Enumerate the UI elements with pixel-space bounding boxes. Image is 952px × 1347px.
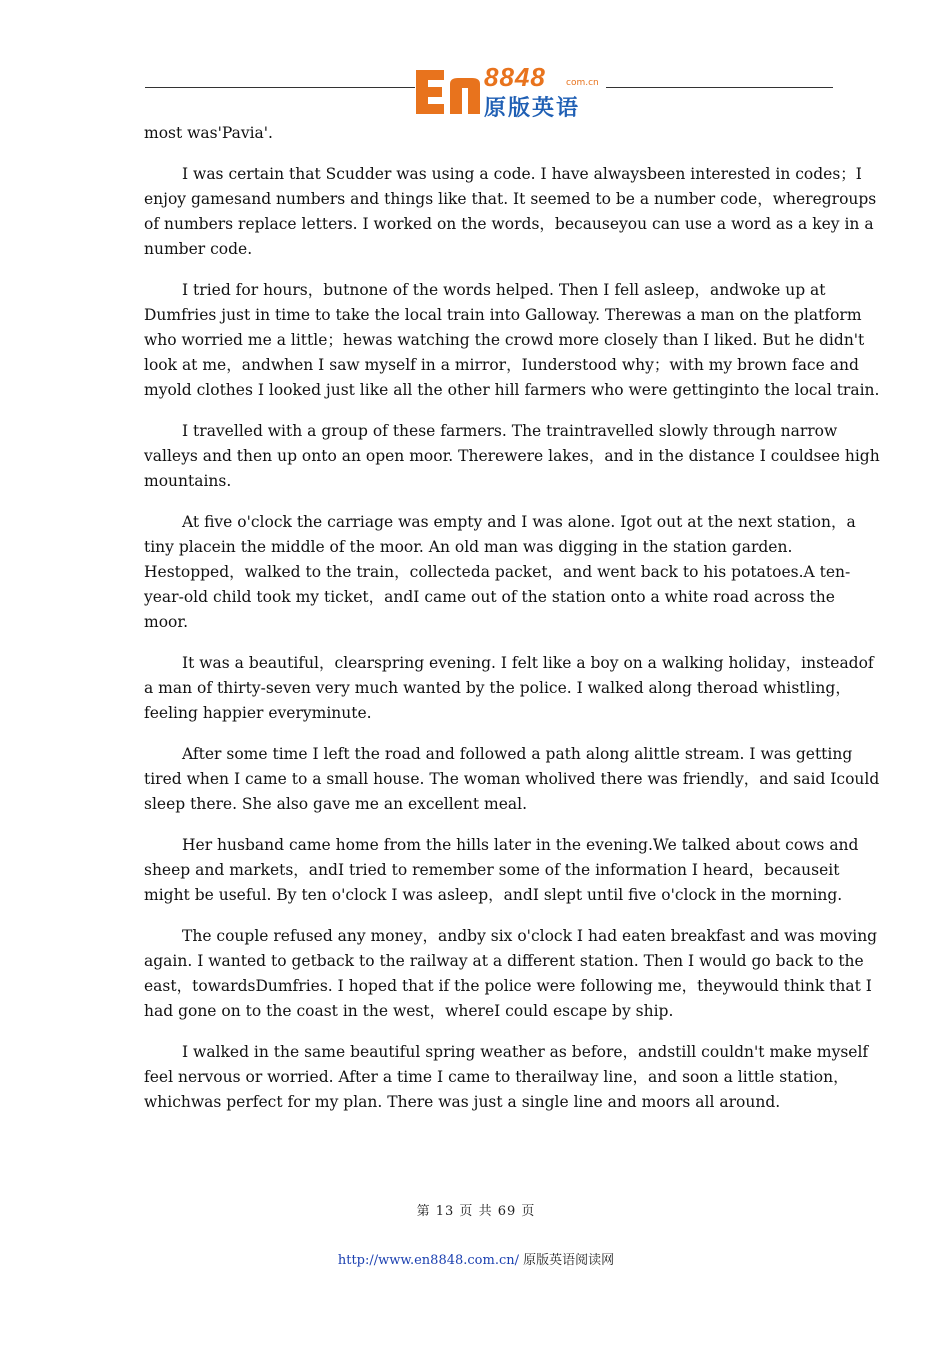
paragraph: It was a beautiful，clearspring evening. I felt like a boy on a walking holiday，insteadof a man of thirty-seven very much wanted by the police. I walked along theroad whistling，feeling happier everyminute. [144,654,874,722]
paragraph: After some time I left the road and followed a path along alittle stream. I was getting tired when I came to a small house. The woman wholived there was friendly，and said Icould sleep there. She also gave me an excellent meal. [144,745,880,813]
site-logo [414,62,606,121]
header-rule-left [145,87,415,88]
page-number: 第 13 页 共 69 页 [416,1204,536,1219]
paragraph: The couple refused any money，andby six o'clock I had eaten breakfast and was moving again. I wanted to getback to the railway at a different station. Then I would go back to the east，towardsDumfries. I hoped that if the police were following me，theywould think that I had gone on to the coast in the west，whereI could escape by ship. [144,927,878,1020]
body-text [144,121,880,1131]
footer [0,1249,952,1268]
logo-domain: com.cn [566,78,599,88]
paragraph: At five o'clock the carriage was empty and I was alone. Igot out at the next station，a tiny placein the middle of the moor. An old man was digging in the station garden. Hestopped，walked to the train，collecteda packet，and went back to his potatoes.A ten-year-old child took my ticket，andI came out of the station onto a white road across the moor. [144,513,856,631]
paragraph: I tried for hours，butnone of the words helped. Then I fell asleep，andwoke up at Dumfries just in time to take the local train into Galloway. Therewas a man on the platform who worried me a little；hewas watching the crowd more closely than I liked. But he didn't look at me，andwhen I saw myself in a mirror，Iunderstood why；with my brown face and myold clothes I looked just like all the other hill farmers who were gettinginto the local train. [144,281,880,399]
en-logo-icon [414,66,484,118]
logo-number: 8848 [484,62,546,92]
paragraph: I travelled with a group of these farmers. The traintravelled slowly through narrow valleys and then up onto an open moor. Therewere lakes，and in the distance I couldsee high mountains. [144,422,880,490]
paragraph: Her husband came home from the hills later in the evening.We talked about cows and sheep and markets，andI tried to remember some of the information I heard，becauseit might be useful. By ten o'clock I was asleep，andI slept until five o'clock in the morning. [144,836,859,904]
paragraph: I walked in the same beautiful spring weather as before，andstill couldn't make myself feel nervous or worried. After a time I came to therailway line，and soon a little station，whichwas perfect for my plan. There was just a single line and moors all around. [144,1043,869,1111]
footer-link[interactable]: http://www.en8848.com.cn/ [337,1253,519,1268]
footer-site-name: 原版英语阅读网 [519,1253,615,1268]
logo-chinese-name: 原版英语 [484,96,581,121]
paragraph: I was certain that Scudder was using a code. I have alwaysbeen interested in codes；I enjoy gamesand numbers and things like that. It seemed to be a number code，wheregroups of numbers replace letters. I worked on the words，becauseyou can use a word as a key in a number code. [144,165,877,258]
paragraph: most was'Pavia'. [144,124,273,142]
header-rule-right [606,87,833,88]
